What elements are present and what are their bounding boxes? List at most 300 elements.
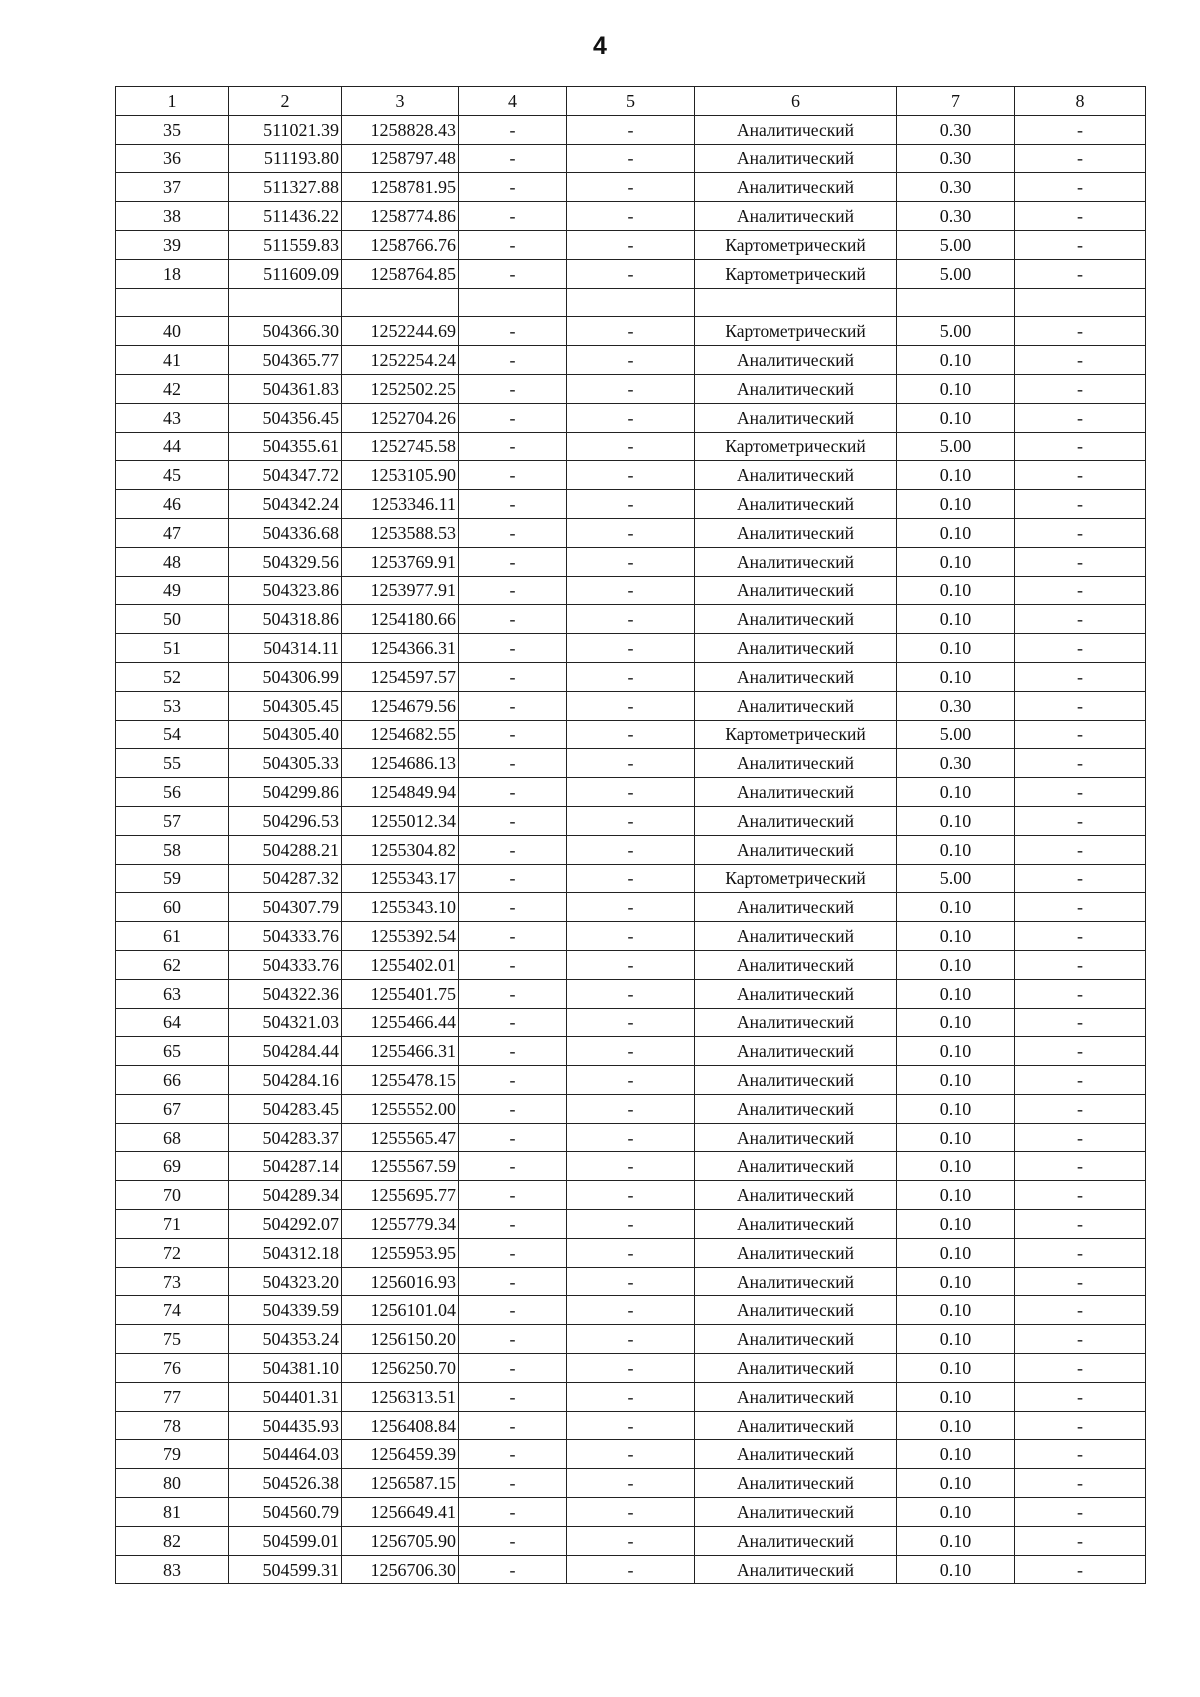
column-4-cell: -	[459, 1181, 567, 1210]
table-row	[116, 634, 1146, 663]
column-4-cell: -	[459, 950, 567, 979]
table-row	[116, 1469, 1146, 1498]
accuracy-cell: 0.10	[897, 1382, 1015, 1411]
accuracy-cell: 5.00	[897, 432, 1015, 461]
x-coordinate-cell: 504361.83	[229, 374, 342, 403]
column-8-cell: -	[1015, 1210, 1146, 1239]
table-row	[116, 1267, 1146, 1296]
y-coordinate-cell: 1253346.11	[342, 490, 459, 519]
y-coordinate-cell: 1258828.43	[342, 115, 459, 144]
column-header: 8	[1015, 87, 1146, 116]
column-4-cell: -	[459, 1238, 567, 1267]
column-8-cell: -	[1015, 979, 1146, 1008]
column-4-cell: -	[459, 173, 567, 202]
column-8-cell: -	[1015, 1181, 1146, 1210]
accuracy-cell: 0.10	[897, 1498, 1015, 1527]
x-coordinate-cell: 504355.61	[229, 432, 342, 461]
y-coordinate-cell: 1255466.44	[342, 1008, 459, 1037]
y-coordinate-cell	[342, 288, 459, 317]
x-coordinate-cell: 504296.53	[229, 806, 342, 835]
accuracy-cell: 0.30	[897, 691, 1015, 720]
accuracy-cell: 0.10	[897, 547, 1015, 576]
x-coordinate-cell: 504599.31	[229, 1555, 342, 1584]
accuracy-cell: 0.10	[897, 1440, 1015, 1469]
column-8-cell: -	[1015, 1037, 1146, 1066]
table-row	[116, 1210, 1146, 1239]
accuracy-cell: 0.30	[897, 115, 1015, 144]
accuracy-cell: 5.00	[897, 317, 1015, 346]
column-5-cell: -	[567, 1152, 695, 1181]
column-8-cell: -	[1015, 1008, 1146, 1037]
column-4-cell: -	[459, 432, 567, 461]
point-number-cell: 76	[116, 1354, 229, 1383]
accuracy-cell: 0.10	[897, 979, 1015, 1008]
table-row	[116, 346, 1146, 375]
accuracy-cell: 0.10	[897, 1210, 1015, 1239]
point-number-cell: 41	[116, 346, 229, 375]
point-number-cell: 71	[116, 1210, 229, 1239]
y-coordinate-cell: 1258766.76	[342, 230, 459, 259]
method-cell: Аналитический	[695, 893, 897, 922]
point-number-cell: 82	[116, 1526, 229, 1555]
column-5-cell: -	[567, 778, 695, 807]
column-4-cell: -	[459, 1555, 567, 1584]
column-5-cell: -	[567, 461, 695, 490]
table-row	[116, 662, 1146, 691]
x-coordinate-cell: 504323.20	[229, 1267, 342, 1296]
column-8-cell: -	[1015, 1094, 1146, 1123]
point-number-cell: 72	[116, 1238, 229, 1267]
column-5-cell: -	[567, 1094, 695, 1123]
column-5-cell: -	[567, 1325, 695, 1354]
column-4-cell	[459, 288, 567, 317]
point-number-cell: 80	[116, 1469, 229, 1498]
point-number-cell: 60	[116, 893, 229, 922]
column-5-cell: -	[567, 1354, 695, 1383]
point-number-cell: 59	[116, 864, 229, 893]
point-number-cell: 46	[116, 490, 229, 519]
column-5-cell: -	[567, 634, 695, 663]
column-5-cell: -	[567, 490, 695, 519]
x-coordinate-cell: 504283.45	[229, 1094, 342, 1123]
y-coordinate-cell: 1256101.04	[342, 1296, 459, 1325]
column-8-cell: -	[1015, 720, 1146, 749]
accuracy-cell: 0.10	[897, 1037, 1015, 1066]
y-coordinate-cell: 1256649.41	[342, 1498, 459, 1527]
method-cell: Аналитический	[695, 1325, 897, 1354]
x-coordinate-cell	[229, 288, 342, 317]
column-4-cell: -	[459, 979, 567, 1008]
table-row	[116, 490, 1146, 519]
column-8-cell: -	[1015, 1526, 1146, 1555]
column-header: 4	[459, 87, 567, 116]
method-cell: Аналитический	[695, 518, 897, 547]
accuracy-cell: 0.10	[897, 806, 1015, 835]
method-cell: Аналитический	[695, 691, 897, 720]
column-4-cell: -	[459, 1411, 567, 1440]
column-5-cell: -	[567, 1210, 695, 1239]
accuracy-cell: 0.30	[897, 173, 1015, 202]
column-5-cell: -	[567, 806, 695, 835]
column-8-cell: -	[1015, 1123, 1146, 1152]
method-cell: Аналитический	[695, 1555, 897, 1584]
accuracy-cell: 0.10	[897, 1555, 1015, 1584]
x-coordinate-cell: 504307.79	[229, 893, 342, 922]
method-cell: Аналитический	[695, 1498, 897, 1527]
method-cell: Аналитический	[695, 346, 897, 375]
table-row	[116, 1325, 1146, 1354]
accuracy-cell: 0.10	[897, 950, 1015, 979]
table-row	[116, 288, 1146, 317]
table-row	[116, 1382, 1146, 1411]
table-row	[116, 778, 1146, 807]
y-coordinate-cell: 1256705.90	[342, 1526, 459, 1555]
y-coordinate-cell: 1254686.13	[342, 749, 459, 778]
column-8-cell: -	[1015, 346, 1146, 375]
method-cell: Аналитический	[695, 979, 897, 1008]
method-cell: Аналитический	[695, 202, 897, 231]
table-row	[116, 1498, 1146, 1527]
column-8-cell: -	[1015, 1469, 1146, 1498]
x-coordinate-cell: 504353.24	[229, 1325, 342, 1354]
x-coordinate-cell: 504347.72	[229, 461, 342, 490]
accuracy-cell: 0.10	[897, 1238, 1015, 1267]
column-5-cell: -	[567, 1066, 695, 1095]
y-coordinate-cell: 1254597.57	[342, 662, 459, 691]
accuracy-cell: 0.10	[897, 835, 1015, 864]
accuracy-cell: 0.10	[897, 1411, 1015, 1440]
table-row	[116, 749, 1146, 778]
accuracy-cell: 0.10	[897, 1066, 1015, 1095]
column-8-cell: -	[1015, 403, 1146, 432]
page-number: 4	[593, 32, 607, 60]
x-coordinate-cell: 504599.01	[229, 1526, 342, 1555]
column-4-cell: -	[459, 720, 567, 749]
column-5-cell: -	[567, 979, 695, 1008]
column-8-cell: -	[1015, 749, 1146, 778]
accuracy-cell: 0.10	[897, 1526, 1015, 1555]
column-header: 3	[342, 87, 459, 116]
column-header: 2	[229, 87, 342, 116]
column-8-cell: -	[1015, 1354, 1146, 1383]
column-5-cell: -	[567, 230, 695, 259]
y-coordinate-cell: 1254682.55	[342, 720, 459, 749]
y-coordinate-cell: 1256250.70	[342, 1354, 459, 1383]
column-8-cell: -	[1015, 461, 1146, 490]
column-5-cell: -	[567, 202, 695, 231]
accuracy-cell: 0.10	[897, 1152, 1015, 1181]
column-5-cell: -	[567, 1123, 695, 1152]
accuracy-cell: 5.00	[897, 720, 1015, 749]
method-cell: Аналитический	[695, 144, 897, 173]
method-cell: Аналитический	[695, 1411, 897, 1440]
y-coordinate-cell: 1254180.66	[342, 605, 459, 634]
point-number-cell: 74	[116, 1296, 229, 1325]
method-cell: Аналитический	[695, 835, 897, 864]
column-5-cell: -	[567, 605, 695, 634]
point-number-cell: 56	[116, 778, 229, 807]
point-number-cell: 75	[116, 1325, 229, 1354]
column-4-cell: -	[459, 1469, 567, 1498]
column-8-cell: -	[1015, 1152, 1146, 1181]
y-coordinate-cell: 1258764.85	[342, 259, 459, 288]
point-number-cell: 51	[116, 634, 229, 663]
y-coordinate-cell: 1258774.86	[342, 202, 459, 231]
method-cell: Аналитический	[695, 1037, 897, 1066]
column-8-cell: -	[1015, 1440, 1146, 1469]
y-coordinate-cell: 1255343.17	[342, 864, 459, 893]
column-4-cell: -	[459, 1008, 567, 1037]
table-row	[116, 1440, 1146, 1469]
y-coordinate-cell: 1255695.77	[342, 1181, 459, 1210]
point-number-cell: 52	[116, 662, 229, 691]
point-number-cell: 53	[116, 691, 229, 720]
x-coordinate-cell: 504299.86	[229, 778, 342, 807]
column-4-cell: -	[459, 490, 567, 519]
column-8-cell: -	[1015, 1555, 1146, 1584]
method-cell: Аналитический	[695, 1238, 897, 1267]
column-5-cell: -	[567, 691, 695, 720]
column-header: 6	[695, 87, 897, 116]
column-8-cell: -	[1015, 230, 1146, 259]
point-number-cell: 36	[116, 144, 229, 173]
column-5-cell: -	[567, 1440, 695, 1469]
accuracy-cell: 0.10	[897, 374, 1015, 403]
point-number-cell: 45	[116, 461, 229, 490]
x-coordinate-cell: 511327.88	[229, 173, 342, 202]
column-4-cell: -	[459, 778, 567, 807]
point-number-cell: 57	[116, 806, 229, 835]
column-4-cell: -	[459, 864, 567, 893]
x-coordinate-cell: 504365.77	[229, 346, 342, 375]
column-8-cell: -	[1015, 144, 1146, 173]
method-cell: Аналитический	[695, 461, 897, 490]
point-number-cell: 70	[116, 1181, 229, 1210]
method-cell: Аналитический	[695, 1094, 897, 1123]
column-5-cell: -	[567, 1469, 695, 1498]
x-coordinate-cell: 504333.76	[229, 922, 342, 951]
x-coordinate-cell: 504312.18	[229, 1238, 342, 1267]
method-cell: Аналитический	[695, 173, 897, 202]
column-4-cell: -	[459, 230, 567, 259]
column-5-cell: -	[567, 1498, 695, 1527]
method-cell: Аналитический	[695, 1296, 897, 1325]
column-4-cell: -	[459, 1382, 567, 1411]
method-cell: Картометрический	[695, 230, 897, 259]
column-8-cell: -	[1015, 576, 1146, 605]
method-cell: Аналитический	[695, 1152, 897, 1181]
column-8-cell: -	[1015, 202, 1146, 231]
x-coordinate-cell: 504306.99	[229, 662, 342, 691]
table-row	[116, 173, 1146, 202]
x-coordinate-cell: 504288.21	[229, 835, 342, 864]
table-row	[116, 403, 1146, 432]
column-5-cell: -	[567, 720, 695, 749]
column-5-cell: -	[567, 922, 695, 951]
point-number-cell: 69	[116, 1152, 229, 1181]
coordinates-table	[115, 86, 1146, 1584]
method-cell: Аналитический	[695, 576, 897, 605]
table-row	[116, 1123, 1146, 1152]
table-row	[116, 230, 1146, 259]
column-4-cell: -	[459, 403, 567, 432]
column-8-cell: -	[1015, 864, 1146, 893]
accuracy-cell: 0.10	[897, 893, 1015, 922]
point-number-cell: 62	[116, 950, 229, 979]
accuracy-cell: 0.10	[897, 403, 1015, 432]
column-4-cell: -	[459, 662, 567, 691]
y-coordinate-cell: 1254679.56	[342, 691, 459, 720]
x-coordinate-cell: 504284.44	[229, 1037, 342, 1066]
column-4-cell: -	[459, 893, 567, 922]
table-row	[116, 1296, 1146, 1325]
method-cell: Аналитический	[695, 490, 897, 519]
x-coordinate-cell: 504318.86	[229, 605, 342, 634]
method-cell: Аналитический	[695, 115, 897, 144]
column-8-cell: -	[1015, 835, 1146, 864]
table-row	[116, 1354, 1146, 1383]
x-coordinate-cell: 511609.09	[229, 259, 342, 288]
column-5-cell: -	[567, 547, 695, 576]
method-cell: Аналитический	[695, 1382, 897, 1411]
column-4-cell: -	[459, 1296, 567, 1325]
accuracy-cell: 0.10	[897, 1181, 1015, 1210]
table-row	[116, 259, 1146, 288]
x-coordinate-cell: 504342.24	[229, 490, 342, 519]
point-number-cell: 54	[116, 720, 229, 749]
column-4-cell: -	[459, 1066, 567, 1095]
method-cell: Аналитический	[695, 1526, 897, 1555]
column-4-cell: -	[459, 346, 567, 375]
x-coordinate-cell: 504323.86	[229, 576, 342, 605]
point-number-cell: 81	[116, 1498, 229, 1527]
y-coordinate-cell: 1256016.93	[342, 1267, 459, 1296]
x-coordinate-cell: 511436.22	[229, 202, 342, 231]
column-4-cell: -	[459, 547, 567, 576]
y-coordinate-cell: 1255304.82	[342, 835, 459, 864]
point-number-cell: 67	[116, 1094, 229, 1123]
point-number-cell: 47	[116, 518, 229, 547]
column-8-cell: -	[1015, 432, 1146, 461]
column-4-cell: -	[459, 1123, 567, 1152]
x-coordinate-cell: 504321.03	[229, 1008, 342, 1037]
method-cell: Аналитический	[695, 1440, 897, 1469]
column-4-cell: -	[459, 1152, 567, 1181]
accuracy-cell: 0.10	[897, 1296, 1015, 1325]
x-coordinate-cell: 504283.37	[229, 1123, 342, 1152]
x-coordinate-cell: 504287.32	[229, 864, 342, 893]
y-coordinate-cell: 1253977.91	[342, 576, 459, 605]
x-coordinate-cell: 504305.40	[229, 720, 342, 749]
table-row	[116, 835, 1146, 864]
column-4-cell: -	[459, 144, 567, 173]
table-row	[116, 950, 1146, 979]
x-coordinate-cell: 504336.68	[229, 518, 342, 547]
point-number-cell: 55	[116, 749, 229, 778]
column-8-cell: -	[1015, 806, 1146, 835]
column-5-cell: -	[567, 115, 695, 144]
column-5-cell: -	[567, 346, 695, 375]
y-coordinate-cell: 1253105.90	[342, 461, 459, 490]
table-row	[116, 1152, 1146, 1181]
method-cell: Картометрический	[695, 864, 897, 893]
x-coordinate-cell: 504339.59	[229, 1296, 342, 1325]
column-8-cell: -	[1015, 1411, 1146, 1440]
accuracy-cell: 0.10	[897, 1267, 1015, 1296]
y-coordinate-cell: 1255779.34	[342, 1210, 459, 1239]
accuracy-cell: 0.10	[897, 1469, 1015, 1498]
point-number-cell: 48	[116, 547, 229, 576]
accuracy-cell: 0.10	[897, 778, 1015, 807]
method-cell: Аналитический	[695, 403, 897, 432]
method-cell: Аналитический	[695, 662, 897, 691]
column-4-cell: -	[459, 115, 567, 144]
column-5-cell: -	[567, 1555, 695, 1584]
point-number-cell: 83	[116, 1555, 229, 1584]
table-row	[116, 1094, 1146, 1123]
y-coordinate-cell: 1256408.84	[342, 1411, 459, 1440]
y-coordinate-cell: 1256587.15	[342, 1469, 459, 1498]
method-cell: Аналитический	[695, 1267, 897, 1296]
method-cell	[695, 288, 897, 317]
column-4-cell: -	[459, 1325, 567, 1354]
y-coordinate-cell: 1253769.91	[342, 547, 459, 576]
accuracy-cell: 0.10	[897, 662, 1015, 691]
method-cell: Аналитический	[695, 1469, 897, 1498]
column-8-cell: -	[1015, 317, 1146, 346]
column-8-cell: -	[1015, 1267, 1146, 1296]
method-cell: Картометрический	[695, 259, 897, 288]
table-row	[116, 720, 1146, 749]
method-cell: Аналитический	[695, 547, 897, 576]
x-coordinate-cell: 504401.31	[229, 1382, 342, 1411]
point-number-cell: 44	[116, 432, 229, 461]
method-cell: Картометрический	[695, 432, 897, 461]
table-row	[116, 1555, 1146, 1584]
x-coordinate-cell: 511021.39	[229, 115, 342, 144]
point-number-cell: 18	[116, 259, 229, 288]
x-coordinate-cell: 504333.76	[229, 950, 342, 979]
column-5-cell: -	[567, 576, 695, 605]
table-row	[116, 893, 1146, 922]
column-5-cell: -	[567, 144, 695, 173]
method-cell: Аналитический	[695, 922, 897, 951]
column-5-cell: -	[567, 1238, 695, 1267]
table-row	[116, 1037, 1146, 1066]
column-header: 7	[897, 87, 1015, 116]
column-5-cell: -	[567, 1411, 695, 1440]
y-coordinate-cell: 1256459.39	[342, 1440, 459, 1469]
y-coordinate-cell: 1252254.24	[342, 346, 459, 375]
column-5-cell: -	[567, 749, 695, 778]
column-5-cell: -	[567, 1296, 695, 1325]
y-coordinate-cell: 1256706.30	[342, 1555, 459, 1584]
x-coordinate-cell: 511559.83	[229, 230, 342, 259]
column-8-cell: -	[1015, 1382, 1146, 1411]
table-row	[116, 461, 1146, 490]
column-5-cell: -	[567, 374, 695, 403]
y-coordinate-cell: 1258797.48	[342, 144, 459, 173]
x-coordinate-cell: 504287.14	[229, 1152, 342, 1181]
column-5-cell: -	[567, 1008, 695, 1037]
x-coordinate-cell: 504314.11	[229, 634, 342, 663]
table-row	[116, 605, 1146, 634]
column-5-cell: -	[567, 893, 695, 922]
x-coordinate-cell: 504435.93	[229, 1411, 342, 1440]
method-cell: Аналитический	[695, 749, 897, 778]
accuracy-cell: 0.30	[897, 202, 1015, 231]
column-8-cell: -	[1015, 374, 1146, 403]
